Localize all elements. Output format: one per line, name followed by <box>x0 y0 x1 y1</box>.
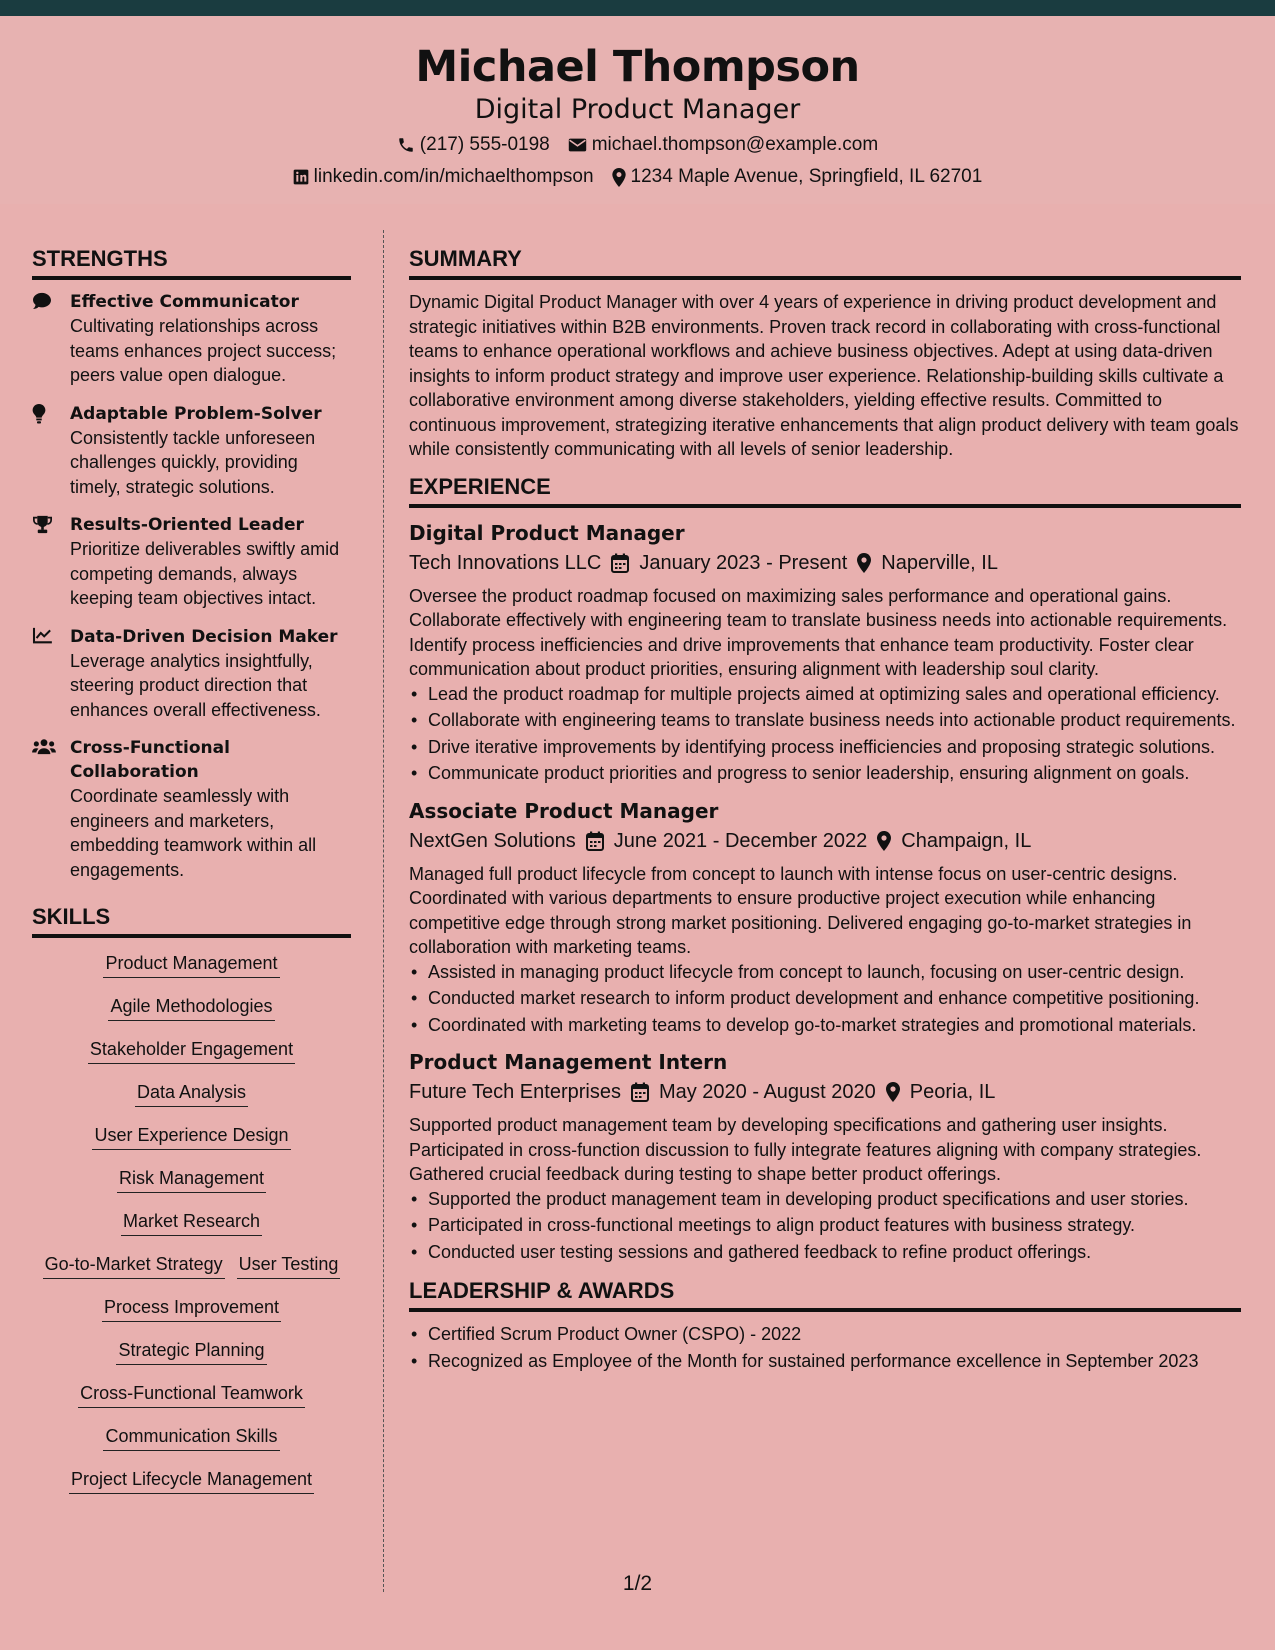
skill-tag: Market Research <box>121 1210 262 1236</box>
address-text: 1234 Maple Avenue, Springfield, IL 62701 <box>630 166 983 187</box>
strength-item <box>32 736 351 882</box>
bullet-item: • Supported the product management team in developing product specifications and user stories. <box>409 1187 1241 1212</box>
phone-contact <box>397 134 550 156</box>
job-title: Digital Product Manager <box>409 520 685 545</box>
linkedin-icon <box>293 169 309 185</box>
strength-item <box>32 513 351 611</box>
job-dates: January 2023 - Present <box>639 551 848 574</box>
candidate-title: Digital Product Manager <box>474 94 801 125</box>
lightbulb-icon <box>32 404 46 424</box>
bullet-item: • Assisted in managing product lifecycle from concept to launch, focusing on user-centric design. <box>409 960 1241 985</box>
map-marker-icon <box>877 831 891 851</box>
job-entry <box>409 1047 1241 1264</box>
leadership-heading: LEADERSHIP & AWARDS <box>409 1278 1241 1312</box>
top-bar <box>0 0 1275 16</box>
map-marker-icon <box>886 1082 900 1102</box>
envelope-icon <box>568 137 587 153</box>
calendar-icon <box>586 831 604 851</box>
bullet-item: • Participated in cross-functional meetings to align product features with business strategy. <box>409 1213 1241 1238</box>
calendar-icon <box>631 1082 649 1102</box>
job-meta <box>409 548 1241 578</box>
column-divider <box>383 230 384 1592</box>
strength-title: Effective Communicator <box>70 292 299 312</box>
job-title: Product Management Intern <box>409 1050 728 1074</box>
strength-desc: Coordinate seamlessly with engineers and marketers, embedding teamwork within all engagements. <box>70 786 317 880</box>
bullet-item: • Drive iterative improvements by identifying process inefficiencies and proposing strategic solutions. <box>409 735 1241 760</box>
bullet-item: • Lead the product roadmap for multiple projects aimed at optimizing sales and operational efficiency. <box>409 682 1241 707</box>
skill-tag: Process Improvement <box>102 1296 281 1322</box>
job-meta <box>409 826 1241 856</box>
strength-desc: Cultivating relationships across teams enhances project success; peers value open dialogue. <box>70 316 337 385</box>
job-company: Future Tech Enterprises <box>409 1081 621 1103</box>
job-company: Tech Innovations LLC <box>409 551 602 574</box>
strength-title: Data-Driven Decision Maker <box>70 626 338 647</box>
bullet-item: • Conducted market research to inform product development and enhance competitive positioning. <box>409 986 1241 1011</box>
phone-text: (217) 555-0198 <box>419 134 550 155</box>
strength-title: Results-Oriented Leader <box>70 515 304 535</box>
page-number: 1/2 <box>622 1572 653 1595</box>
job-company: NextGen Solutions <box>409 829 576 852</box>
skill-tag: Cross-Functional Teamwork <box>78 1382 305 1408</box>
skill-tag: Communication Skills <box>103 1425 279 1451</box>
strengths-heading: STRENGTHS <box>32 246 351 280</box>
email-contact[interactable] <box>568 134 878 156</box>
contact-row-1 <box>0 134 1275 156</box>
comment-icon <box>32 292 52 310</box>
bullet-item: • Communicate product priorities and progress to senior leadership, ensuring alignment on goals. <box>409 761 1241 786</box>
job-dates: June 2021 - December 2022 <box>613 829 868 852</box>
skills-list <box>32 952 351 1511</box>
skill-tag: Go-to-Market Strategy <box>43 1253 225 1279</box>
job-bullets <box>409 682 1241 786</box>
right-column <box>409 246 1241 1375</box>
strength-desc: Consistently tackle unforeseen challenges quickly, providing timely, strategic solutions. <box>70 427 316 497</box>
skill-tag: Data Analysis <box>135 1081 248 1107</box>
resume-header <box>0 16 1275 204</box>
job-location: Naperville, IL <box>881 551 998 574</box>
summary-text: Dynamic Digital Product Manager with over 4 years of experience in driving product development and strategic initiatives within B2B environments. Proven track record in collaborating with cross-functional teams to enhance operational workflows and achieve business objectives. Adept at using data-driven insights to inform product strategy and improve user experience. Relationship-building skills cultivate a collaborative environment among diverse stakeholders, yielding effective results. Committed to continuous improvement, strategizing iterative enhancements that align product delivery with team goals while consistently communicating with all levels of senior leadership. <box>409 292 1239 459</box>
contact-row-2 <box>0 166 1275 188</box>
leadership-list <box>409 1322 1241 1373</box>
job-bullets <box>409 1187 1241 1265</box>
job-dates: May 2020 - August 2020 <box>658 1081 876 1103</box>
award-item: • Certified Scrum Product Owner (CSPO) - 2022 <box>409 1322 1241 1347</box>
linkedin-text[interactable]: linkedin.com/in/michaelthompson <box>313 166 594 187</box>
job-entry <box>409 796 1241 1038</box>
job-location: Champaign, IL <box>901 829 1032 852</box>
skill-tag: Strategic Planning <box>116 1339 266 1365</box>
job-description: Supported product management team by developing specifications and gathering user insights. Participated in cross-function discussion to fully integrate features aligning with company strategies. Gathered crucial feedback during testing to shape better product offerings. <box>409 1115 1202 1184</box>
strength-item <box>32 290 351 388</box>
map-marker-icon <box>857 553 871 573</box>
strength-title: Cross-Functional Collaboration <box>70 738 230 782</box>
strength-item <box>32 402 351 500</box>
calendar-icon <box>611 553 629 573</box>
strength-desc: Leverage analytics insightfully, steering product direction that enhances overall effectiveness. <box>70 650 321 720</box>
trophy-icon <box>32 515 53 534</box>
skill-tag: User Testing <box>237 1253 341 1279</box>
bullet-item: • Conducted user testing sessions and gathered feedback to refine product offerings. <box>409 1240 1241 1265</box>
candidate-name: Michael Thompson <box>415 42 860 92</box>
job-bullets <box>409 960 1241 1038</box>
address-contact <box>612 166 983 188</box>
bullet-item: • Coordinated with marketing teams to develop go-to-market strategies and promotional materials. <box>409 1013 1241 1038</box>
chart-line-icon <box>32 627 53 644</box>
job-description: Oversee the product roadmap focused on maximizing sales performance and operational gains. Collaborate effectively with engineering team to translate business needs into actionable requirements. Identify process inefficiencies and drive improvements that enhance team productivity. Foster clear communication about product priorities, ensuring alignment with leadership soul clarity. <box>409 585 1228 679</box>
job-entry <box>409 518 1241 786</box>
award-item: • Recognized as Employee of the Month for sustained performance excellence in September 2023 <box>409 1349 1241 1374</box>
skill-tag: Project Lifecycle Management <box>69 1468 314 1494</box>
strength-desc: Prioritize deliverables swiftly amid competing demands, always keeping team objectives intact. <box>70 539 340 608</box>
strength-item <box>32 625 351 723</box>
skill-tag: Risk Management <box>117 1167 266 1193</box>
job-meta <box>409 1077 1241 1107</box>
skill-tag: Product Management <box>103 952 279 978</box>
bullet-item: • Collaborate with engineering teams to translate business needs into actionable product requirements. <box>409 708 1241 733</box>
skill-tag: Stakeholder Engagement <box>88 1038 295 1064</box>
phone-icon <box>397 136 415 154</box>
experience-heading: EXPERIENCE <box>409 474 1241 508</box>
job-title: Associate Product Manager <box>409 798 719 823</box>
skill-tag: Agile Methodologies <box>108 995 274 1021</box>
skills-heading: SKILLS <box>32 904 351 938</box>
users-icon <box>32 738 56 755</box>
map-marker-icon <box>612 168 626 187</box>
job-description: Managed full product lifecycle from concept to launch with intense focus on user-centric designs. Coordinated with various departments to ensure productive project execution while enhancing competitive edge through strong market positioning. Delivered engaging go-to-market strategies in collaboration with marketing teams. <box>409 863 1192 957</box>
email-text[interactable]: michael.thompson@example.com <box>591 134 879 155</box>
job-location: Peoria, IL <box>909 1081 996 1103</box>
skill-tag: User Experience Design <box>92 1124 290 1150</box>
strength-title: Adaptable Problem-Solver <box>70 403 322 424</box>
left-column <box>32 246 351 1511</box>
summary-heading: SUMMARY <box>409 246 1241 280</box>
linkedin-contact[interactable] <box>293 166 594 188</box>
